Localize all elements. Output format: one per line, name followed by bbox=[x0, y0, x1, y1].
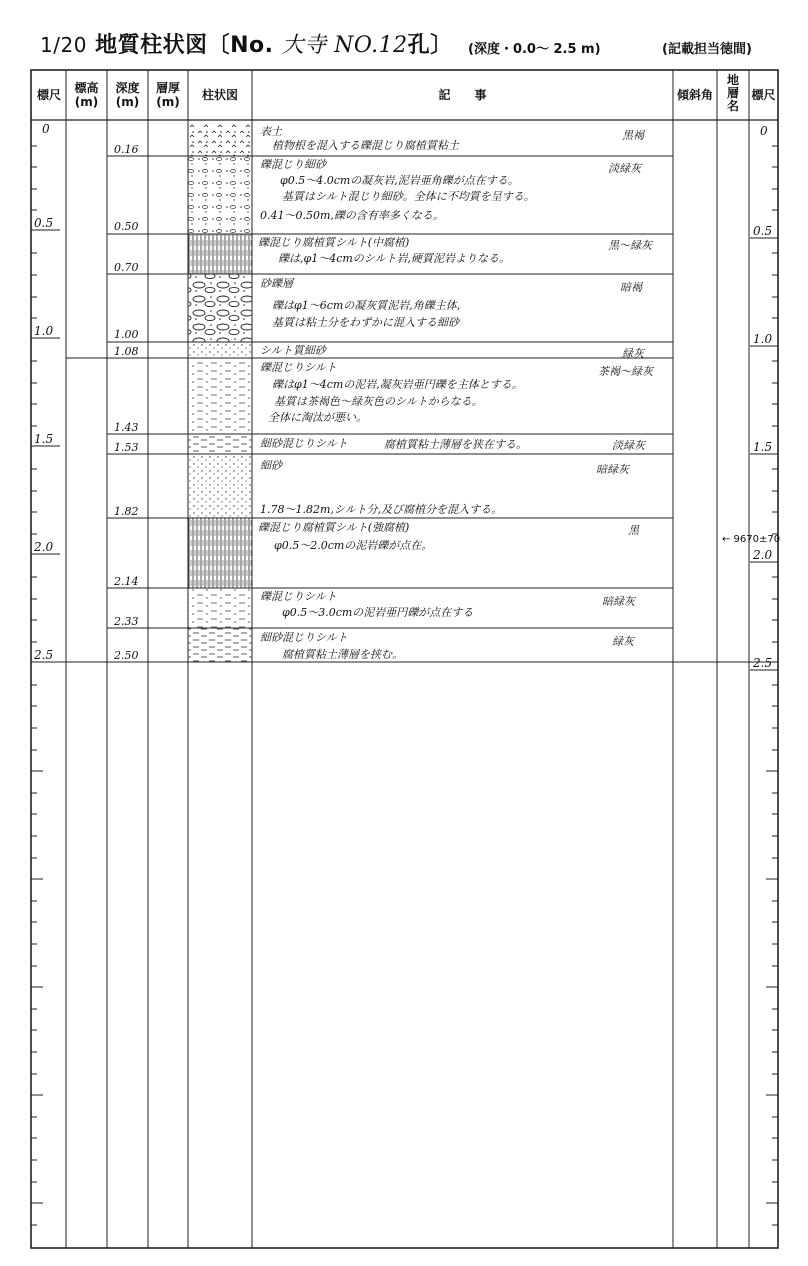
layer-name: 礫混じり細砂 bbox=[260, 158, 326, 171]
layer-name: 細砂混じりシルト bbox=[260, 631, 348, 644]
header-description: 記 事 bbox=[438, 88, 487, 102]
scale-left-label: 0 bbox=[42, 122, 50, 136]
scale-right-label: 0.5 bbox=[753, 224, 773, 238]
age-annotation: ← 9670±70 bbox=[722, 534, 781, 545]
header-thickness: 層厚 (m) bbox=[155, 81, 180, 109]
layer-name: 砂礫層 bbox=[260, 277, 293, 290]
depth-value: 2.50 bbox=[114, 649, 139, 662]
layer-name: 礫混じりシルト bbox=[260, 361, 337, 374]
layer-line: 基質は茶褐色〜緑灰色のシルトからなる。 bbox=[274, 395, 483, 408]
layer-line: 全体に淘汰が悪い。 bbox=[268, 411, 367, 424]
layer-name: 細砂 bbox=[260, 459, 282, 472]
layer-color: 黒〜緑灰 bbox=[608, 239, 652, 252]
layer-line: 腐植質粘土薄層を挟む。 bbox=[282, 648, 403, 661]
layer-line: φ0.5〜4.0cmの凝灰岩,泥岩亜角礫が点在する。 bbox=[280, 174, 519, 187]
depth-value: 1.00 bbox=[114, 328, 139, 341]
layer-line: 礫はφ1〜6cmの凝灰質泥岩,角礫主体, bbox=[272, 299, 461, 312]
layer-name: 礫混じり腐植質シルト(中腐植) bbox=[258, 236, 410, 249]
layer-name: 礫混じり腐植質シルト(強腐植) bbox=[258, 521, 410, 534]
header-stratum: 地 層 名 bbox=[726, 73, 739, 113]
scale-left-label: 2.0 bbox=[34, 540, 54, 554]
scale-left-label: 1.5 bbox=[34, 432, 54, 446]
layer-color: 暗褐 bbox=[620, 281, 642, 294]
depth-value: 1.82 bbox=[114, 505, 139, 518]
scale-left-label: 1.0 bbox=[34, 324, 54, 338]
depth-value: 2.14 bbox=[114, 575, 139, 588]
scale-left-label: 0.5 bbox=[34, 216, 54, 230]
hole-name: 大寺 NO.12 bbox=[281, 33, 408, 58]
layer-color: 暗緑灰 bbox=[602, 595, 635, 608]
layer-line: φ0.5〜3.0cmの泥岩亜円礫が点在する bbox=[282, 606, 474, 619]
layer-line: 植物根を混入する礫混じり腐植質粘土 bbox=[272, 139, 459, 152]
layer-name: 礫混じりシルト bbox=[260, 590, 337, 603]
layer-line: 0.41〜0.50m,礫の含有率多くなる。 bbox=[260, 209, 444, 222]
depth-value: 0.50 bbox=[114, 220, 139, 233]
title-no-prefix: 〔No. bbox=[207, 33, 274, 58]
header-scale-left: 標尺 bbox=[36, 88, 61, 102]
header-elevation: 標高 (m) bbox=[74, 81, 99, 109]
scale-right-label: 2.5 bbox=[753, 656, 773, 670]
layer-line: 礫はφ1〜4cmの泥岩,凝灰岩亜円礫を主体とする。 bbox=[272, 378, 523, 391]
header-dip: 傾斜角 bbox=[676, 88, 713, 102]
scale-right-label: 1.0 bbox=[753, 332, 773, 346]
header-depth: 深度 (m) bbox=[115, 81, 140, 109]
layer-name: シルト質細砂 bbox=[260, 344, 326, 357]
scale-right-label: 2.0 bbox=[753, 548, 773, 562]
layer-color: 茶褐〜緑灰 bbox=[598, 365, 653, 378]
layer-name: 細砂混じりシルト bbox=[260, 437, 348, 450]
scale-ratio: 1/20 bbox=[40, 33, 87, 57]
hole-suffix: 孔〕 bbox=[407, 33, 453, 58]
layer-color: 暗緑灰 bbox=[596, 463, 629, 476]
layer-line: 礫は,φ1〜4cmのシルト岩,硬質泥岩よりなる。 bbox=[278, 252, 511, 265]
layer-line: φ0.5〜2.0cmの泥岩礫が点在。 bbox=[274, 539, 433, 552]
layer-color: 淡緑灰 bbox=[608, 162, 641, 175]
depth-value: 2.33 bbox=[114, 615, 139, 628]
layer-line: 基質は粘土分をわずかに混入する細砂 bbox=[272, 316, 459, 329]
scale-left-label: 2.5 bbox=[34, 648, 54, 662]
recorder: (記載担当徳間) bbox=[662, 42, 752, 57]
depth-value: 1.53 bbox=[114, 441, 139, 454]
scale-right-label: 1.5 bbox=[753, 440, 773, 454]
scale-right-label: 0 bbox=[760, 124, 768, 138]
layer-line: 1.78〜1.82m,シルト分,及び腐植分を混入する。 bbox=[260, 503, 503, 516]
layer-color: 淡緑灰 bbox=[612, 439, 645, 452]
layer-color: 緑灰 bbox=[622, 347, 644, 360]
title-main: 地質柱状図 bbox=[95, 33, 208, 58]
depth-value: 0.70 bbox=[114, 261, 139, 274]
layer-name: 表土 bbox=[260, 125, 282, 138]
layer-line: 腐植質粘土薄層を狭在する。 bbox=[384, 438, 527, 451]
layer-color: 黒 bbox=[628, 524, 639, 537]
layer-line: 基質はシルト混じり細砂。全体に不均質を呈する。 bbox=[282, 190, 535, 203]
depth-value: 1.43 bbox=[114, 421, 139, 434]
depth-value: 1.08 bbox=[114, 345, 139, 358]
layer-color: 緑灰 bbox=[612, 635, 634, 648]
header-scale-right: 標尺 bbox=[751, 88, 776, 102]
header-column: 柱状図 bbox=[201, 88, 238, 102]
depth-value: 0.16 bbox=[114, 143, 139, 156]
depth-range: (深度・0.0〜 2.5 m) bbox=[468, 42, 601, 57]
layer-color: 黒褐 bbox=[622, 129, 644, 142]
